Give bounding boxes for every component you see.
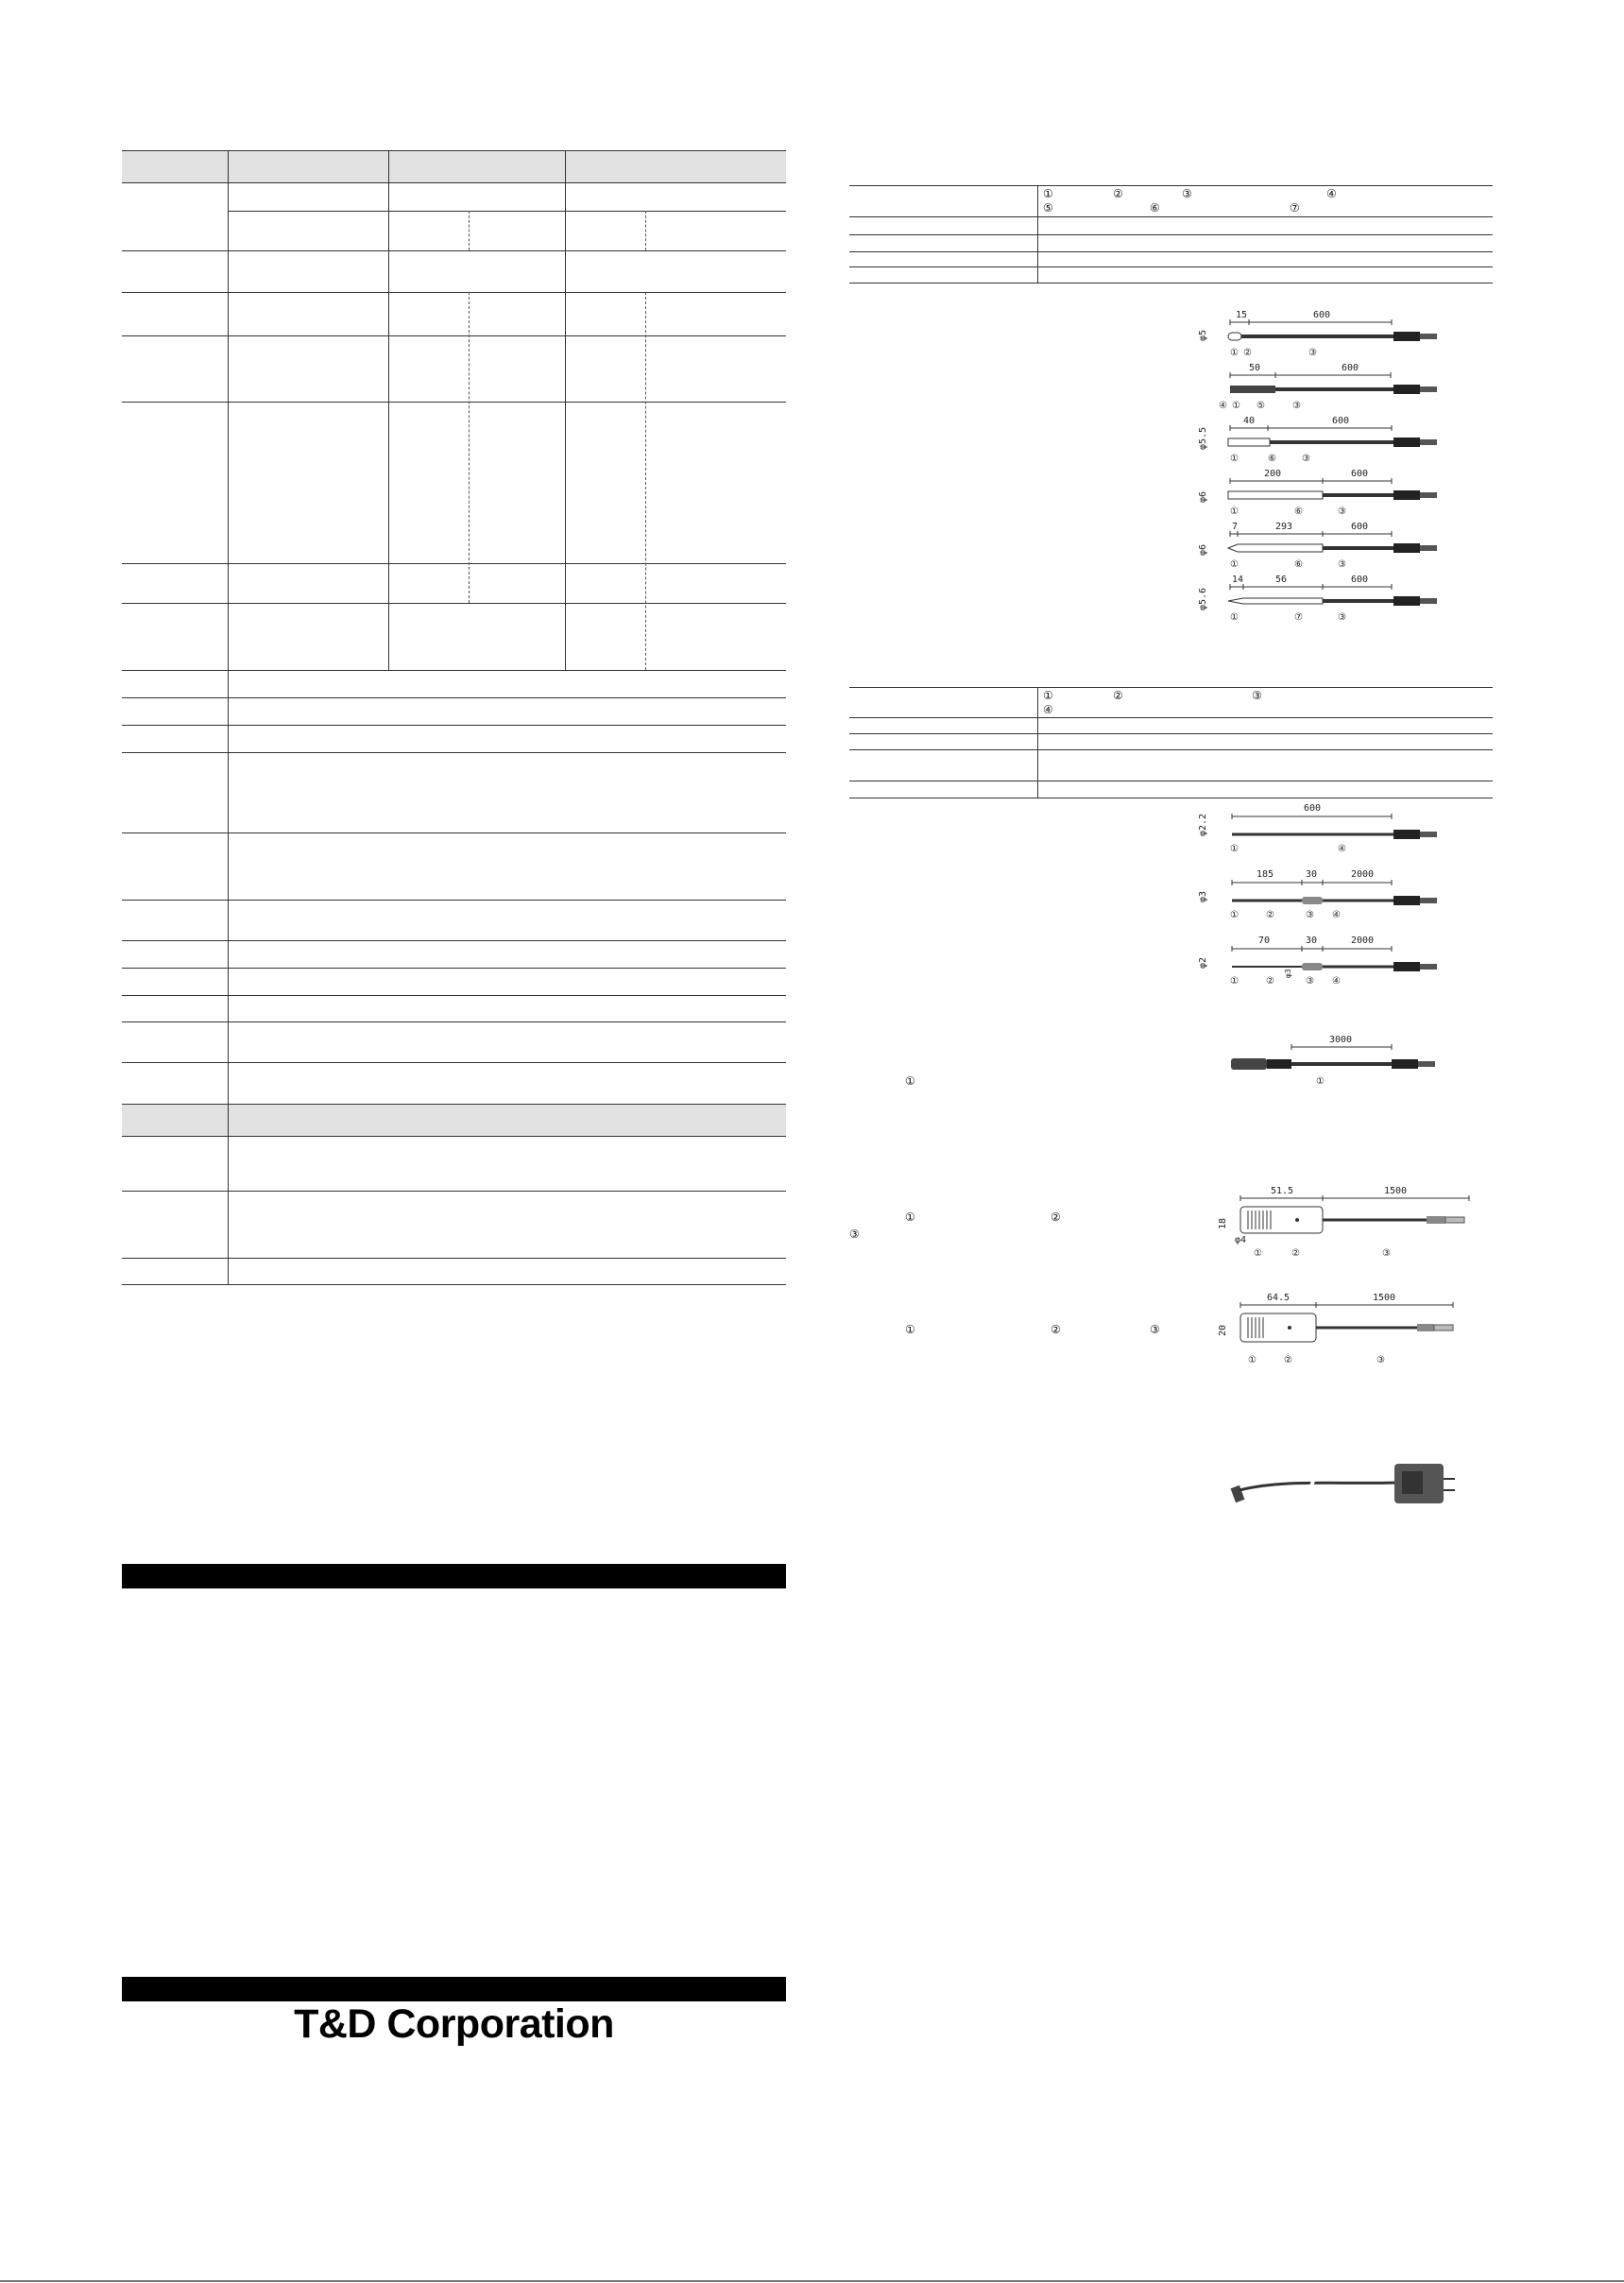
- dim-label: φ6: [1198, 543, 1208, 556]
- marker: ①: [905, 1074, 915, 1088]
- marker: ③: [1252, 689, 1262, 702]
- probe-spec-table: [849, 185, 1493, 283]
- part-marker: ④: [1332, 976, 1341, 987]
- part-marker: ③: [1292, 401, 1301, 411]
- probe-drawing-1: [1198, 310, 1437, 358]
- dim-label: φ3: [1198, 890, 1208, 902]
- dim-label: 30: [1306, 936, 1318, 946]
- dim-label: 18: [1218, 1217, 1228, 1229]
- marker: ⑤: [1043, 201, 1053, 215]
- dim-label: φ6: [1198, 490, 1208, 503]
- dim-label: φ4: [1235, 1235, 1247, 1245]
- dim-label: 2000: [1351, 869, 1375, 880]
- marker: ①: [905, 1323, 915, 1336]
- part-marker: ③: [1308, 348, 1317, 358]
- marker: ①: [905, 1210, 915, 1224]
- part-marker: ①: [1230, 559, 1239, 570]
- part-marker: ①: [1316, 1076, 1325, 1087]
- dim-label: 40: [1243, 416, 1256, 426]
- part-marker: ②: [1266, 910, 1274, 920]
- part-marker: ②: [1291, 1248, 1300, 1259]
- part-marker: ③: [1338, 559, 1346, 570]
- part-marker: ①: [1230, 506, 1239, 517]
- dim-label: 293: [1275, 522, 1293, 532]
- part-marker: ④: [1332, 910, 1341, 920]
- marker: ⑦: [1290, 201, 1300, 215]
- dim-label: 600: [1332, 416, 1350, 426]
- dim-label: 3000: [1329, 1035, 1353, 1045]
- dim-label: 56: [1275, 575, 1288, 585]
- dim-label: 30: [1306, 869, 1318, 880]
- dim-label: φ3: [1284, 969, 1292, 978]
- dim-label: 14: [1232, 575, 1244, 585]
- part-marker: ③: [1302, 454, 1310, 464]
- marker: ②: [1113, 689, 1123, 702]
- part-marker: ③: [1338, 612, 1346, 623]
- marker: ④: [1326, 187, 1337, 200]
- dim-label: 50: [1249, 363, 1261, 373]
- marker: ③: [1150, 1323, 1160, 1336]
- dim-label: 15: [1236, 310, 1248, 320]
- part-marker: ③: [1306, 976, 1314, 987]
- marker: ⑥: [1150, 201, 1160, 215]
- part-marker: ⑥: [1268, 454, 1276, 464]
- humidity-sensor-drawing-2: [1214, 1293, 1479, 1368]
- marker: ①: [1043, 689, 1053, 702]
- dim-label: φ5.6: [1198, 587, 1208, 610]
- part-marker: ④: [1338, 844, 1346, 854]
- dim-label: 1500: [1373, 1293, 1396, 1303]
- part-marker: ②: [1266, 976, 1274, 987]
- dim-label: 20: [1218, 1324, 1228, 1336]
- probe-drawing-6: [1198, 575, 1437, 623]
- dim-label: φ2: [1198, 956, 1208, 969]
- dim-label: φ5.5: [1198, 426, 1208, 450]
- part-marker: ①: [1230, 348, 1239, 358]
- section-bar-1: [122, 1564, 786, 1588]
- spec-table: [122, 150, 786, 1284]
- probe-drawings: [1200, 300, 1483, 660]
- thermocouple-drawing-1: [1198, 803, 1437, 854]
- dim-label: 600: [1351, 469, 1369, 479]
- dim-label: 51.5: [1271, 1186, 1294, 1196]
- dim-label: φ2.2: [1198, 813, 1208, 836]
- thermocouple-spec-table: [849, 687, 1493, 798]
- part-marker: ③: [1306, 910, 1314, 920]
- part-marker: ⑦: [1294, 612, 1303, 623]
- marker: ②: [1051, 1210, 1061, 1224]
- probe-drawing-5: [1198, 522, 1437, 570]
- dim-label: 1500: [1384, 1186, 1408, 1196]
- section-bar-2: [122, 1977, 786, 2001]
- ac-adapter-drawing: [1228, 1450, 1464, 1517]
- part-marker: ①: [1230, 612, 1239, 623]
- part-marker: ⑥: [1294, 506, 1303, 517]
- part-marker: ③: [1376, 1355, 1385, 1365]
- part-marker: ⑤: [1256, 401, 1265, 411]
- dim-label: 200: [1264, 469, 1282, 479]
- dim-label: 600: [1342, 363, 1359, 373]
- part-marker: ③: [1338, 506, 1346, 517]
- probe-drawing-2: [1219, 363, 1437, 411]
- dim-label: 185: [1256, 869, 1274, 880]
- probe-drawing-4: [1198, 469, 1437, 517]
- thermocouple-drawings: [1200, 798, 1483, 997]
- extension-cable-drawing: [1223, 1035, 1479, 1091]
- part-marker: ②: [1284, 1355, 1292, 1365]
- part-marker: ①: [1230, 454, 1239, 464]
- part-marker: ①: [1230, 844, 1239, 854]
- dim-label: φ5: [1198, 329, 1208, 341]
- dim-label: 600: [1351, 522, 1369, 532]
- part-marker: ⑥: [1294, 559, 1303, 570]
- thermocouple-drawing-2: [1198, 869, 1437, 920]
- dim-label: 600: [1351, 575, 1369, 585]
- brand-name: T&D Corporation: [294, 2001, 614, 2047]
- dim-label: 600: [1304, 803, 1322, 814]
- part-marker: ①: [1230, 976, 1239, 987]
- dim-label: 600: [1313, 310, 1331, 320]
- marker: ②: [1113, 187, 1123, 200]
- spec-table-section-header: [122, 1104, 786, 1136]
- dim-label: 64.5: [1267, 1293, 1291, 1303]
- part-marker: ④: [1219, 401, 1227, 411]
- part-marker: ③: [1382, 1248, 1391, 1259]
- dim-label: 7: [1232, 522, 1239, 532]
- page-bottom-rule: [0, 2280, 1624, 2282]
- marker: ④: [1043, 703, 1053, 716]
- part-marker: ①: [1254, 1248, 1262, 1259]
- part-marker: ①: [1232, 401, 1240, 411]
- thermocouple-drawing-3: [1198, 936, 1437, 987]
- dim-label: 70: [1258, 936, 1271, 946]
- probe-drawing-3: [1198, 416, 1437, 464]
- humidity-sensor-drawing-1: [1214, 1186, 1479, 1262]
- part-marker: ①: [1248, 1355, 1256, 1365]
- dim-label: 2000: [1351, 936, 1375, 946]
- spec-table-header: [122, 150, 786, 182]
- marker: ③: [849, 1227, 860, 1241]
- marker: ③: [1182, 187, 1192, 200]
- marker: ①: [1043, 187, 1053, 200]
- marker: ②: [1051, 1323, 1061, 1336]
- part-marker: ①: [1230, 910, 1239, 920]
- part-marker: ②: [1243, 348, 1252, 358]
